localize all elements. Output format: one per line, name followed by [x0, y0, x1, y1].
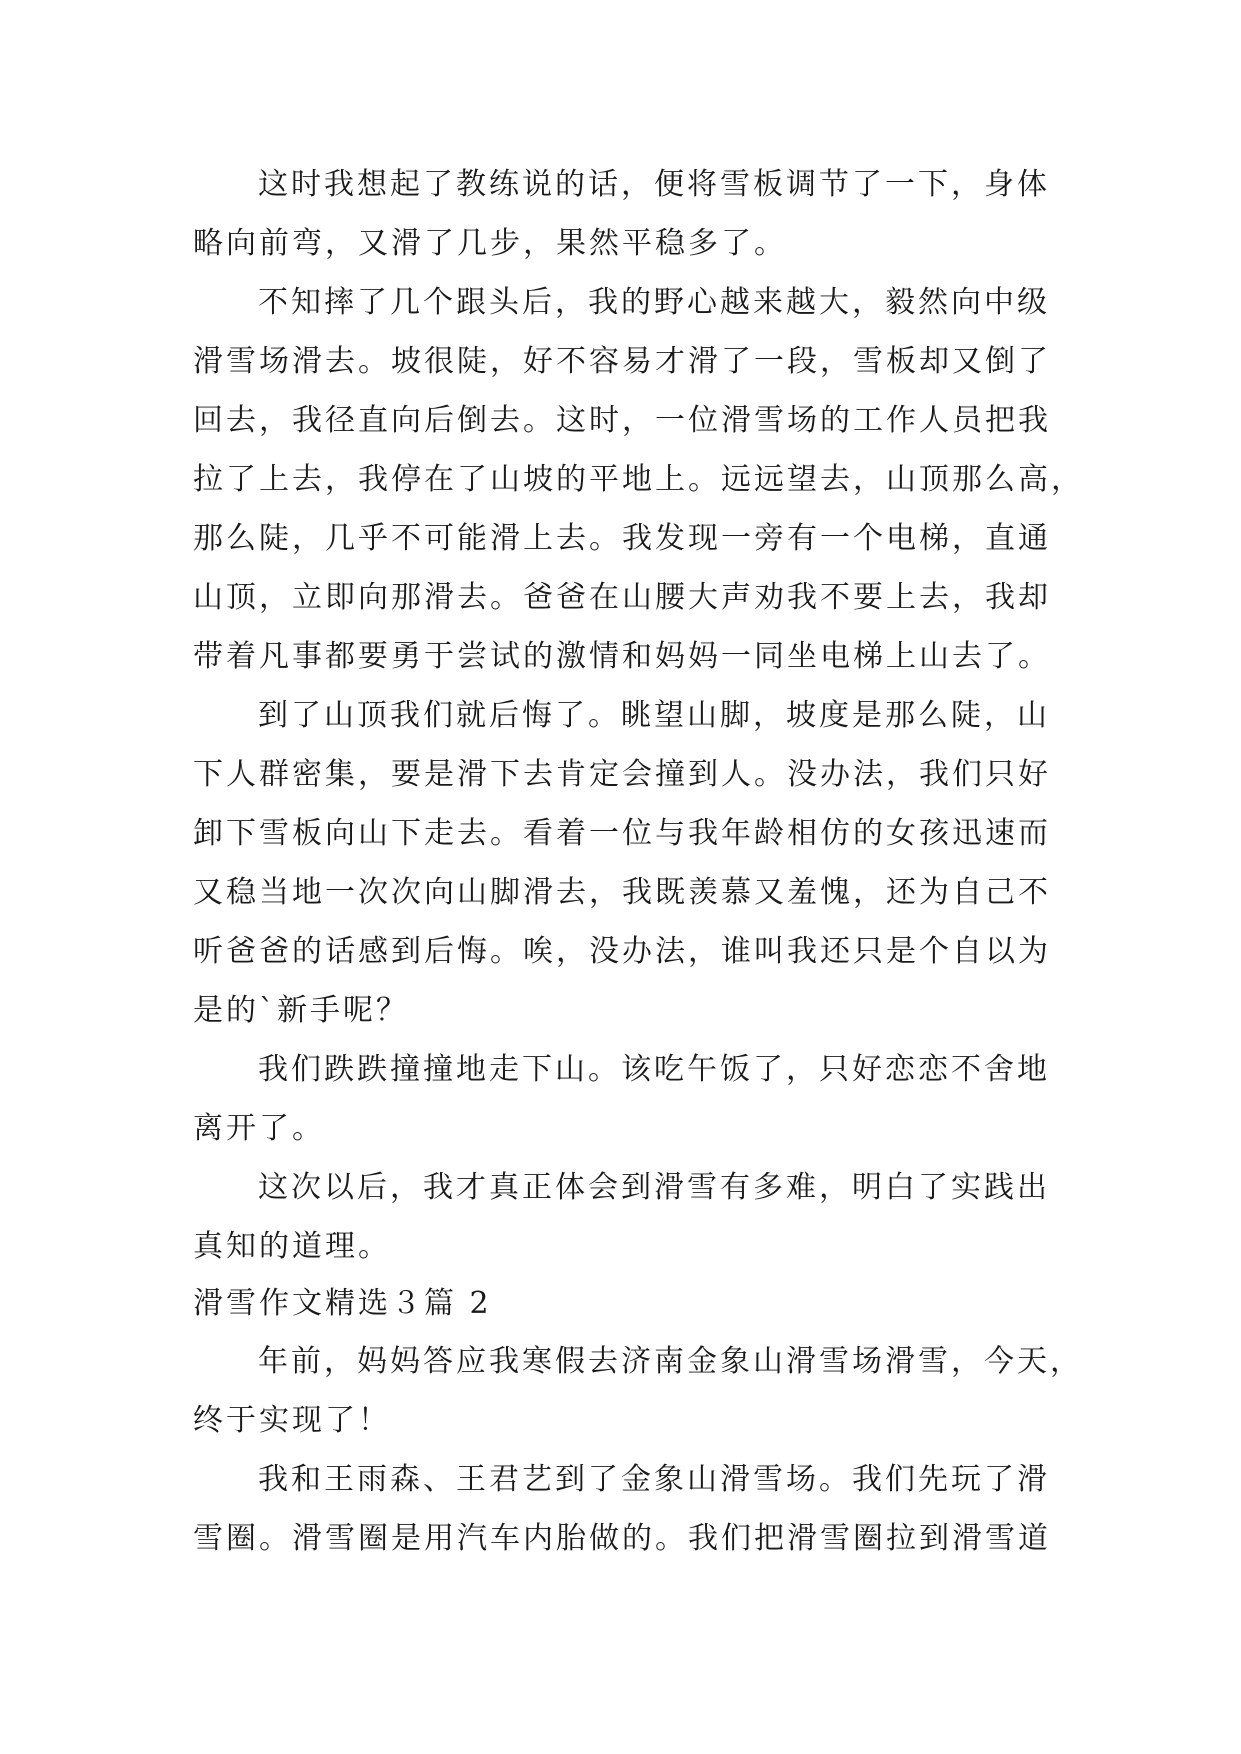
text-line: 到了山顶我们就后悔了。眺望山脚，坡度是那么陡，山: [258, 698, 1050, 733]
text-line: 是的`新手呢？: [193, 993, 409, 1028]
paragraph: [193, 155, 1063, 273]
paragraph: [193, 1332, 1083, 1450]
text-line: 离开了。: [193, 1111, 325, 1146]
text-line: 滑雪场滑去。坡很陡，好不容易才滑了一段，雪板却又倒了: [193, 344, 1051, 379]
text-line: 我们跌跌撞撞地走下山。该吃午饭了，只好恋恋不舍地: [258, 1052, 1050, 1087]
paragraph: [193, 686, 1063, 1040]
text-line: 带着凡事都要勇于尝试的激情和妈妈一同坐电梯上山去了。: [193, 639, 1051, 674]
text-line: 下人群密集，要是滑下去肯定会撞到人。没办法，我们只好: [193, 757, 1051, 792]
text-line: 雪圈。滑雪圈是用汽车内胎做的。我们把滑雪圈拉到滑雪道: [193, 1521, 1051, 1556]
text-line: 终于实现了！: [193, 1403, 391, 1438]
text-line: 我和王雨森、王君艺到了金象山滑雪场。我们先玩了滑: [258, 1462, 1050, 1497]
text-line: 略向前弯，又滑了几步，果然平稳多了。: [193, 226, 787, 261]
paragraph: [193, 1450, 1063, 1568]
paragraph: [193, 1158, 1063, 1276]
text-line: 回去，我径直向后倒去。这时，一位滑雪场的工作人员把我: [193, 403, 1051, 438]
text-line: 卸下雪板向山下走去。看着一位与我年龄相仿的女孩迅速而: [193, 816, 1051, 851]
text-line: 拉了上去，我停在了山坡的平地上。远远望去，山顶那么高，: [193, 462, 1084, 497]
paragraph: [193, 1040, 1063, 1158]
text-line: 那么陡，几乎不可能滑上去。我发现一旁有一个电梯，直通: [193, 521, 1051, 556]
section-heading: 滑雪作文精选３篇 2: [193, 1286, 492, 1321]
text-line: 这次以后，我才真正体会到滑雪有多难，明白了实践出: [258, 1170, 1050, 1205]
text-line: 又稳当地一次次向山脚滑去，我既羡慕又羞愧，还为自己不: [193, 875, 1051, 910]
text-line: 真知的道理。: [193, 1229, 391, 1264]
text-line: 山顶，立即向那滑去。爸爸在山腰大声劝我不要上去，我却: [193, 580, 1051, 615]
text-line: 这时我想起了教练说的话，便将雪板调节了一下，身体: [258, 167, 1050, 202]
document-body: [193, 155, 1084, 1568]
paragraph: [193, 273, 1084, 686]
text-line: 年前，妈妈答应我寒假去济南金象山滑雪场滑雪，今天，: [258, 1344, 1083, 1379]
text-line: 不知摔了几个跟头后，我的野心越来越大，毅然向中级: [258, 285, 1050, 320]
text-line: 听爸爸的话感到后悔。唉，没办法，谁叫我还只是个自以为: [193, 934, 1051, 969]
